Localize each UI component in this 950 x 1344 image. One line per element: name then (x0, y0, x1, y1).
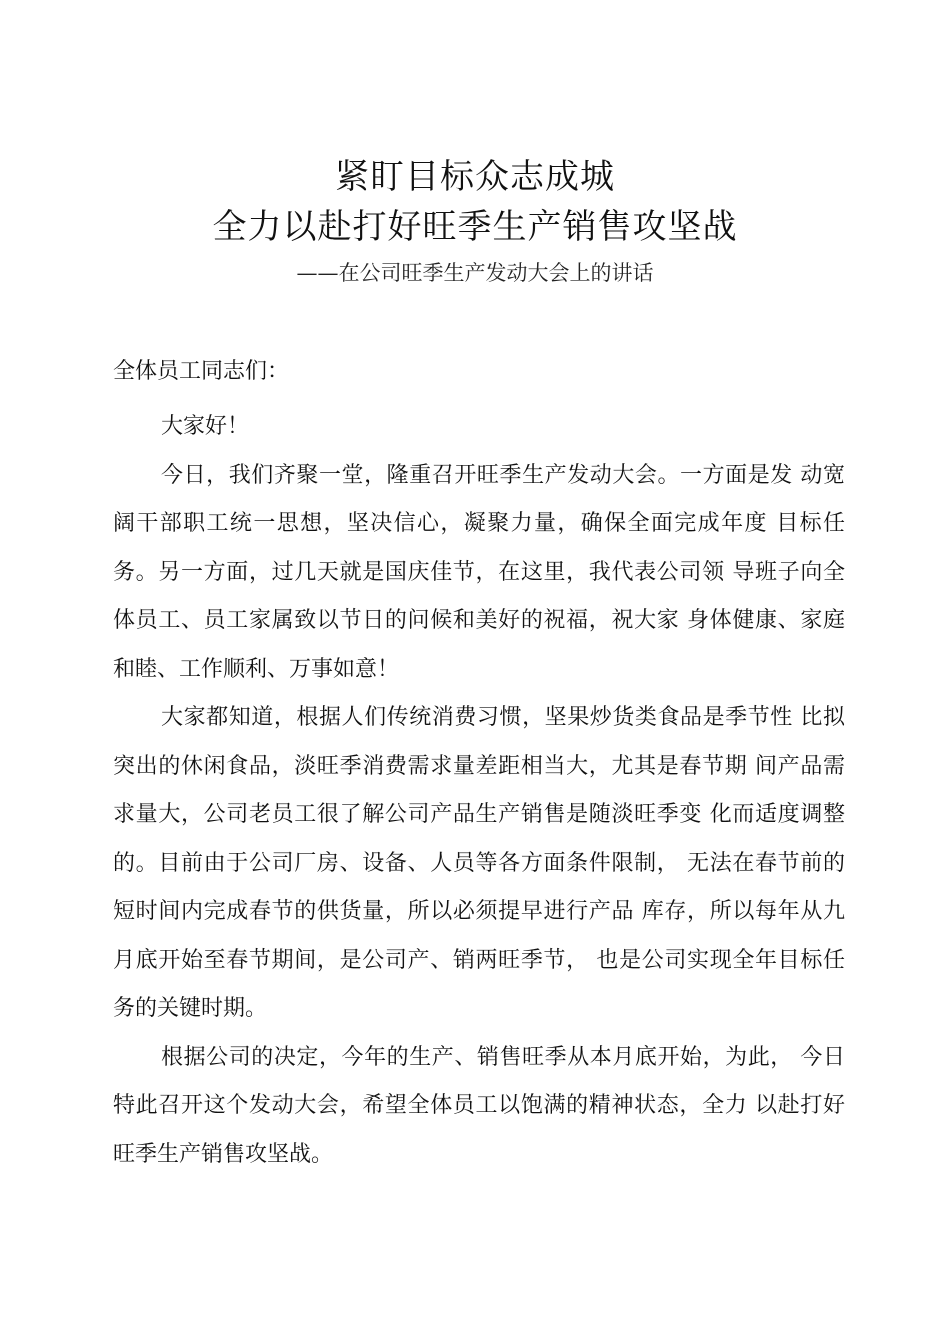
paragraph-decision (113, 1034, 845, 1180)
paragraph-line: 短时间内完成春节的供货量，所以必须提早进行产品 库存，所以每年从九 (113, 899, 845, 924)
salutation: 全体员工同志们： (113, 359, 290, 384)
paragraph-line: 旺季生产销售攻坚战。 (113, 1141, 334, 1167)
paragraph-line: 特此召开这个发动大会，希望全体员工以饱满的精神状态，全力 以赴打好 (113, 1093, 845, 1118)
paragraph-line: 的。目前由于公司厂房、设备、人员等各方面条件限制， 无法在春节前的 (113, 850, 845, 876)
paragraph-line: 大家好！ (161, 414, 250, 439)
paragraph-line: 务。另一方面，过几天就是国庆佳节，在这里，我代表公司领 导班子向全 (113, 559, 845, 585)
paragraph-opening (113, 452, 845, 695)
paragraph-line: 今日，我们齐聚一堂，隆重召开旺季生产发动大会。一方面是发 动宽 (161, 462, 845, 488)
paragraph-line: 体员工、员工家属致以节日的问候和美好的祝福，祝大家 身体健康、家庭 (113, 608, 845, 633)
paragraph-line: 根据公司的决定，今年的生产、销售旺季从本月底开始，为此， 今日 (161, 1044, 845, 1070)
paragraph-line: 务的关键时期。 (113, 996, 268, 1021)
paragraph-line: 大家都知道，根据人们传统消费习惯，坚果炒货类食品是季节性 比拟 (161, 705, 845, 730)
paragraph-line: 突出的休闲食品，淡旺季消费需求量差距相当大，尤其是春节期 间产品需 (113, 753, 845, 779)
paragraph-line: 求量大，公司老员工很了解公司产品生产销售是随淡旺季变 化而适度调整 (113, 802, 845, 827)
subtitle: ——在公司旺季生产发动大会上的讲话 (296, 261, 654, 285)
paragraph-greeting (113, 403, 845, 452)
paragraph-line: 月底开始至春节期间，是公司产、销两旺季节， 也是公司实现全年目标任 (113, 947, 845, 973)
paragraph-line: 阔干部职工统一思想，坚决信心，凝聚力量，确保全面完成年度 目标任 (113, 511, 845, 536)
title-line-1: 紧盯目标众志成城 (335, 157, 615, 197)
paragraph-line: 和睦、工作顺利、万事如意！ (113, 656, 400, 682)
body-text (113, 403, 845, 1179)
paragraph-background (113, 694, 845, 1034)
title-line-2: 全力以赴打好旺季生产销售攻坚战 (212, 207, 738, 247)
